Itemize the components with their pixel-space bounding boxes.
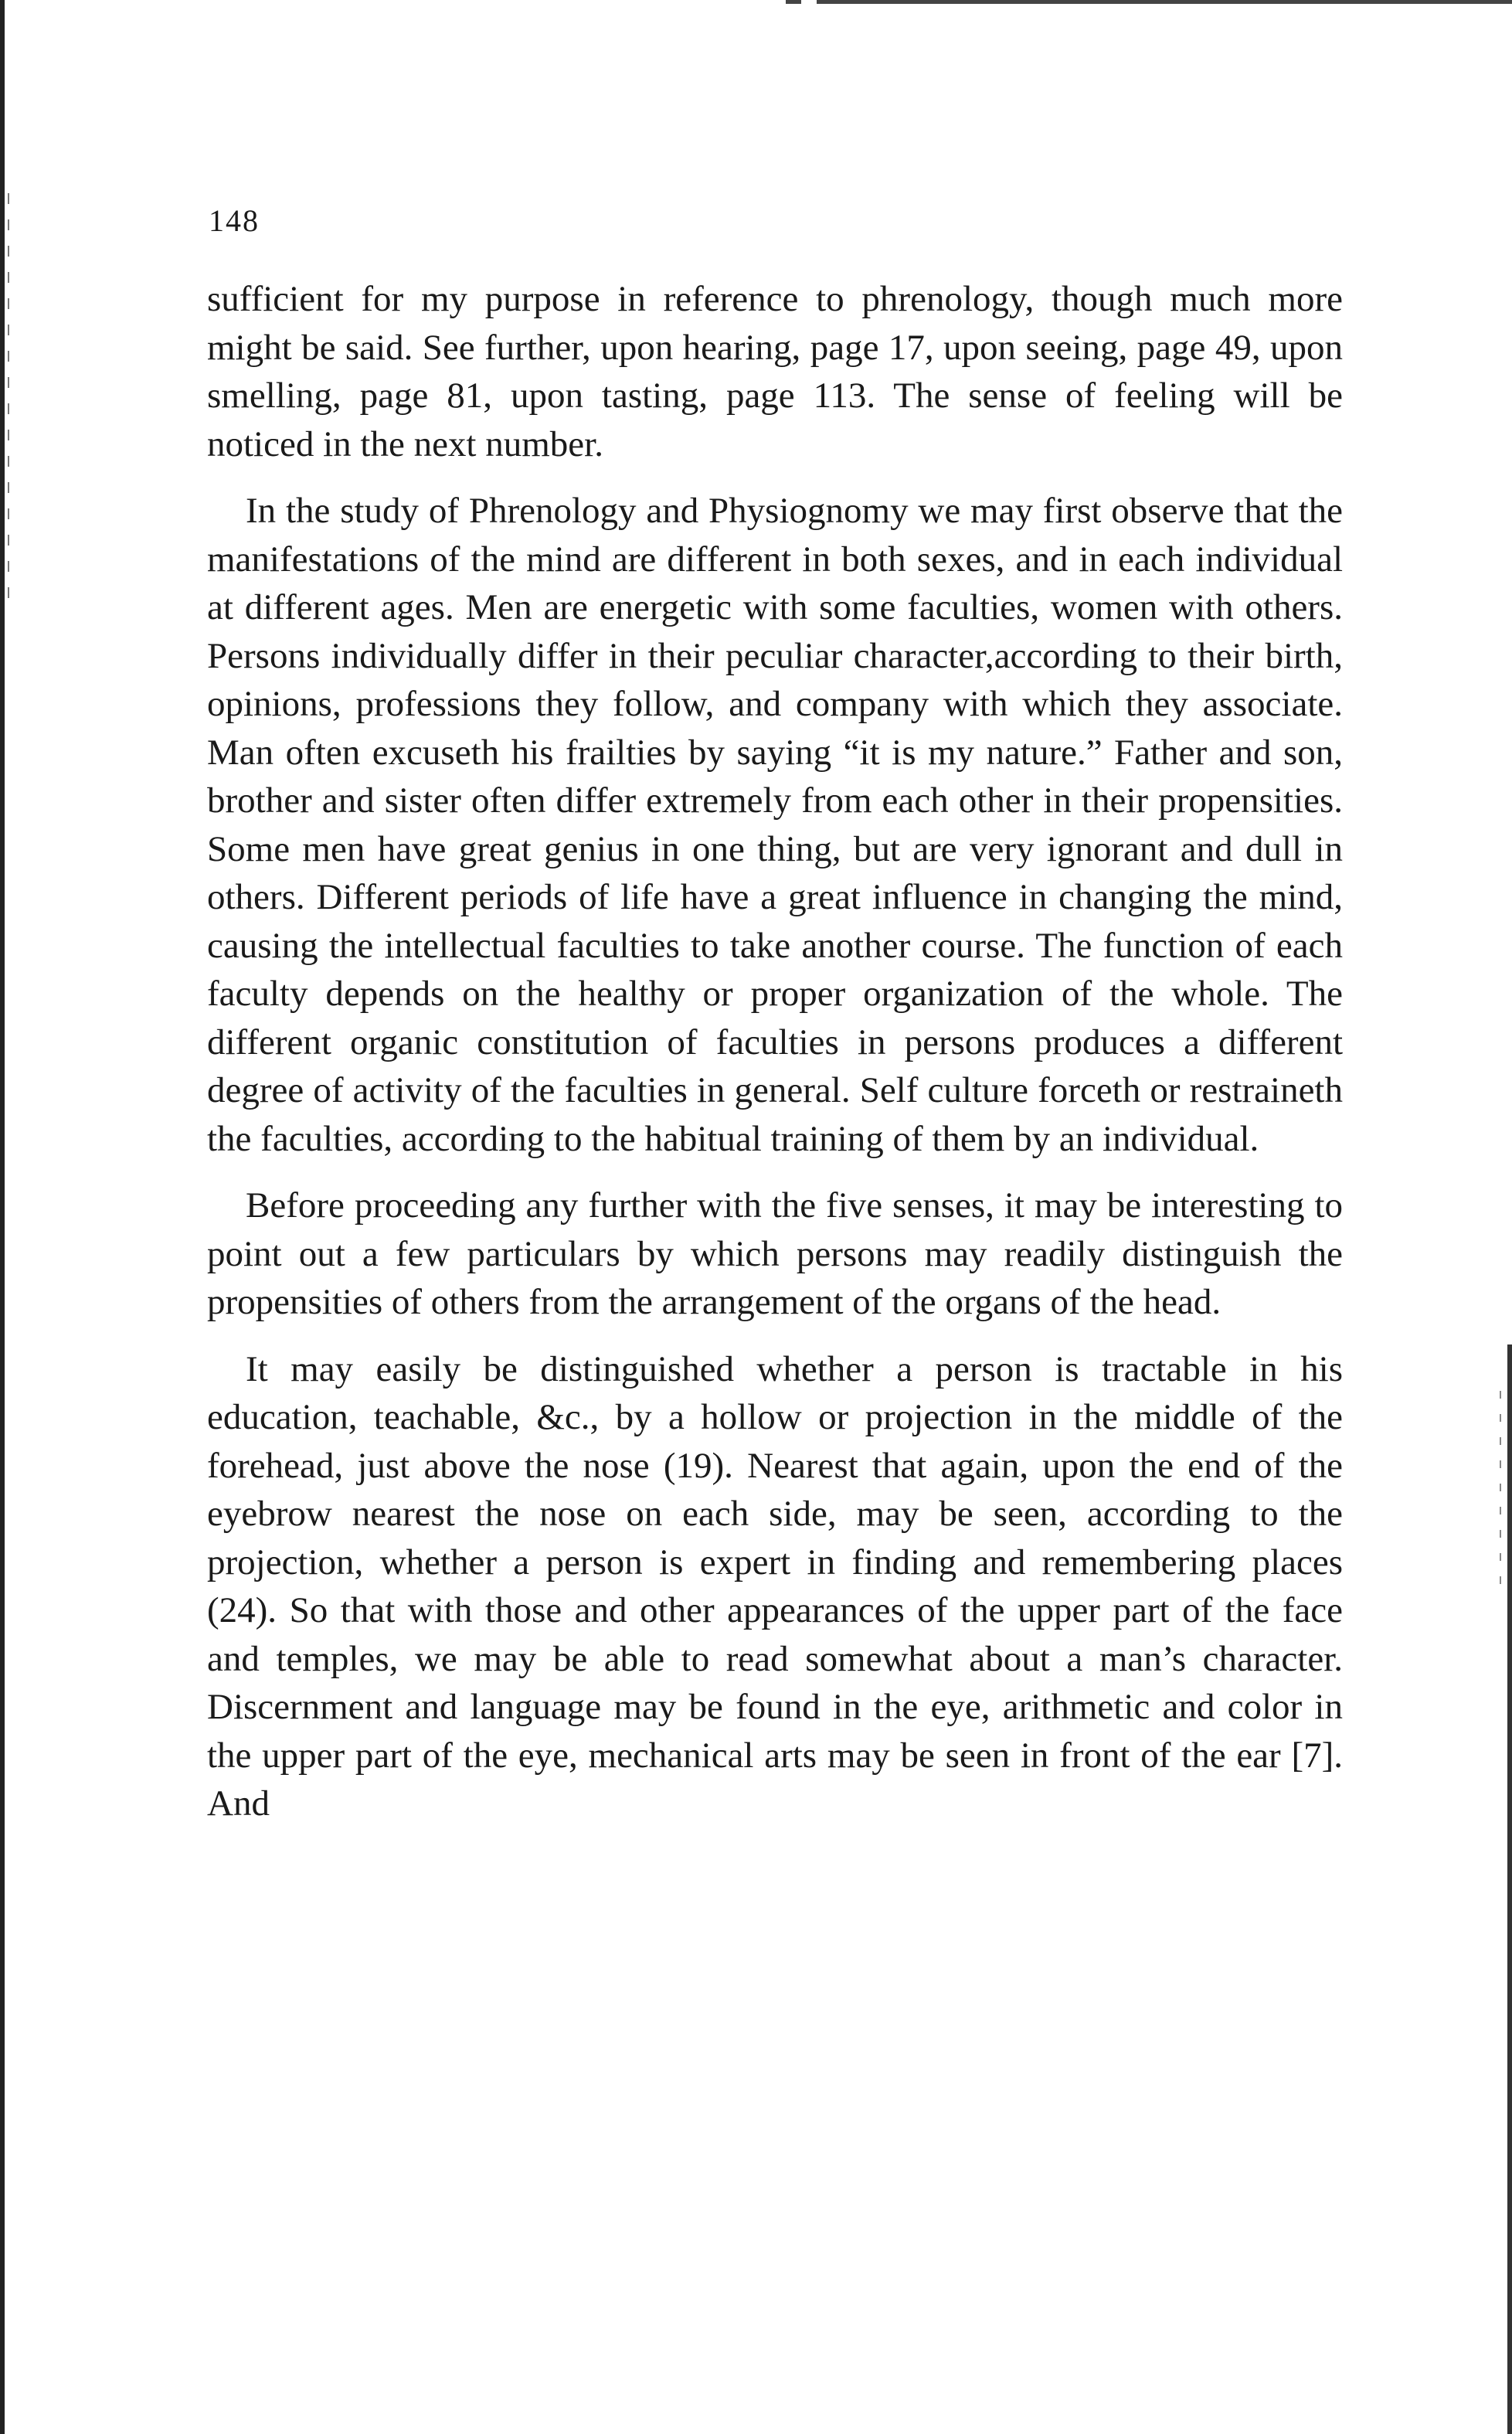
paragraph-1: sufficient for my purpose in reference to phrenology, though much more might be said. See further, upon hearing, page 17, upon seeing, page 49, upon smelling, page 81, upon tasting, page 113. The sense of feeling will be noticed in the next number. (207, 279, 1343, 464)
left-edge-line (0, 0, 5, 2434)
right-edge-marks (1500, 1391, 1501, 1592)
top-edge-line (770, 0, 1512, 4)
left-edge-marks (8, 193, 9, 610)
page-number: 148 (209, 203, 260, 238)
paragraph-4: It may easily be distinguished whether a person is tractable in his education, teachable, &c., by a hollow or projection in the middle of the forehead, just above the nose (19). Nearest that again, upon the end of the eyebrow nearest the nose on each side, may be seen, according to the projection, whether a person is expert in finding and remembering places (24). So that with those and other appearances of the upper part of the face and temples, we may be able to read somewhat about a man’s character. Discernment and language may be found in the eye, arithmetic and color in the upper part of the eye, mechanical arts may be seen in front of the ear [7]. And (207, 1348, 1343, 1824)
paragraph-3: Before proceeding any further with the five senses, it may be interesting to point out a few particulars by which persons may readily distinguish the propensities of others from the arrangement of the organs of the head. (207, 1185, 1343, 1322)
body-text (207, 275, 1343, 1847)
right-edge-line (1507, 1344, 1512, 2434)
paragraph-2: In the study of Phrenology and Physiognomy we may first observe that the manifestations of the mind are different in both sexes, and in each individual at different ages. Men are energetic with some faculties, women with others. Persons individually differ in their peculiar character,according to their birth, opinions, professions they follow, and company with which they associate. Man often excuseth his frailties by saying “it is my nature.” Father and son, brother and sister often differ extremely from each other in their propensities. Some men have great genius in one thing, but are very ignorant and dull in others. Different periods of life have a great influence in changing the mind, causing the intellectual faculties to take another course. The function of each faculty depends on the healthy or proper organization of the whole. The different organic constitution of faculties in persons produces a different degree of activity of the faculties in general. Self culture forceth or restraineth the faculties, according to the habitual training of them by an individual. (207, 491, 1343, 1159)
